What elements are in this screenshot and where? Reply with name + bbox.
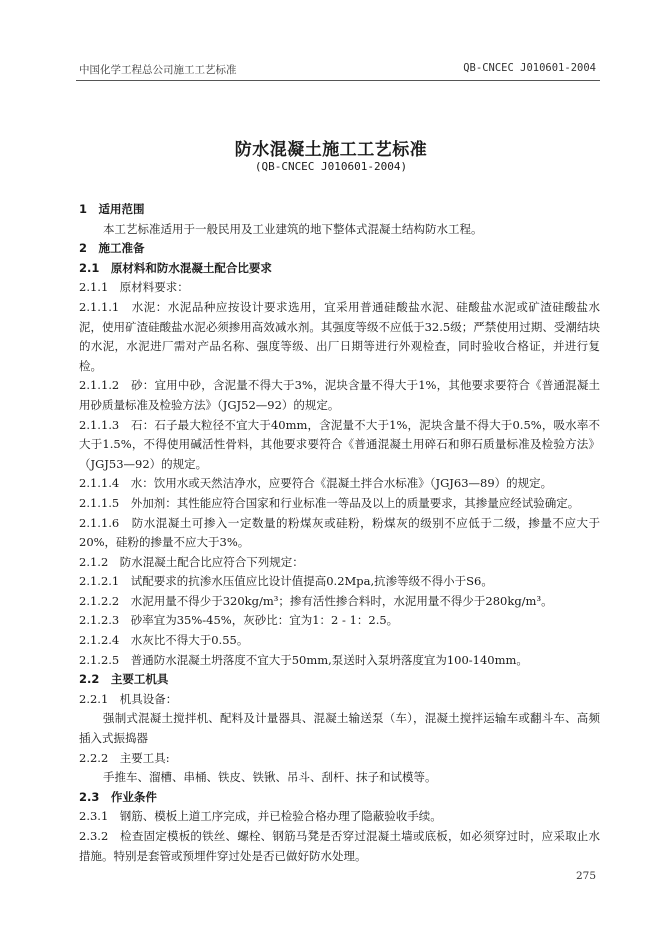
subsection-heading: 2.2 主要工机具 (79, 672, 169, 687)
document-body (79, 200, 600, 866)
clause: 2.1.1 原材料要求： (79, 280, 189, 295)
subsection-heading: 2.1 原材料和防水混凝土配合比要求 (79, 260, 272, 275)
paragraph: 手推车、溜槽、串桶、铁皮、铁锹、吊斗、刮杆、抹子和试模等。 (103, 770, 437, 785)
paragraph: 本工艺标准适用于一般民用及工业建筑的地下整体式混凝土结构防水工程。 (103, 221, 483, 236)
clause: 2.1.2.2 水泥用量不得少于320kg/m³；掺有活性掺合料时，水泥用量不得少于280kg/m³。 (79, 593, 553, 608)
clause: 2.1.2 防水混凝土配合比应符合下列规定： (79, 554, 304, 569)
document-title: 防水混凝土施工工艺标准 (234, 140, 428, 160)
section-heading: 2 施工准备 (79, 241, 145, 256)
clause: 2.1.1.2 砂：宜用中砂，含泥量不得大于3%，泥块含量不得大于1%，其他要求要符合《普通混凝土用砂质量标准及检验方法》（JGJ52—92）的规定。 (79, 378, 600, 412)
clause: 2.1.2.5 普通防水混凝土坍落度不宜大于50mm,泵送时入泵坍落度宜为100-140mm。 (79, 652, 528, 667)
clause: 2.1.2.3 砂率宜为35%-45%，灰砂比：宜为1：2 - 1：2.5。 (79, 613, 399, 628)
header-rule (76, 80, 600, 81)
clause: 2.1.1.6 防水混凝土可掺入一定数量的粉煤灰或硅粉，粉煤灰的级别不应低于二级，掺量不应大于20%，硅粉的掺量不应大于3%。 (79, 515, 600, 550)
header-right-code: QB-CNCEC J010601-2004 (463, 62, 596, 74)
section-heading: 1 适用范围 (79, 202, 145, 216)
paragraph: 强制式混凝土搅拌机、配料及计量器具、混凝土输送泵（车），混凝土搅拌运输车或翻斗车、高频插入式振捣器 (79, 711, 600, 746)
clause: 2.1.1.3 石：石子最大粒径不宜大于40mm，含泥量不大于1%，泥块含量不得大于0.5%，吸水率不大于1.5%，不得使用碱活性骨料，其他要求要符合《普通混凝土用碎石和卵石质量标准及检验方法》（JGJ53—92）的规定。 (79, 417, 600, 471)
clause: 2.3.2 检查固定模板的铁丝、螺栓、钢筋马凳是否穿过混凝土墙或底板，如必须穿过时，应采取止水措施。特别是套管或预埋件穿过处是否已做好防水处理。 (79, 829, 600, 863)
page-number: 275 (575, 870, 596, 882)
clause: 2.1.1.5 外加剂：其性能应符合国家和行业标准一等品及以上的质量要求，其掺量应经试验确定。 (79, 495, 580, 510)
clause: 2.1.2.4 水灰比不得大于0.55。 (79, 633, 249, 648)
clause: 2.1.1.4 水：饮用水或天然洁净水，应要符合《混凝土拌合水标准》（JGJ63—89）的规定。 (79, 476, 553, 491)
document-code: (QB-CNCEC J010601-2004) (254, 160, 408, 173)
clause: 2.2.1 机具设备： (79, 691, 178, 706)
clause: 2.3.1 钢筋、模板上道工序完成，并已检验合格办理了隐蔽验收手续。 (79, 809, 442, 824)
clause: 2.1.1.1 水泥：水泥品种应按设计要求选用，宜采用普通硅酸盐水泥、硅酸盐水泥或矿渣硅酸盐水泥，使用矿渣硅酸盐水泥必须掺用高效减水剂。其强度等级不应低于32.5级；严禁使用过期、受潮结块的水泥，水泥进厂需对产品名称、强度等级、出厂日期等进行外观检查，同时验收合格证，并进行复检。 (79, 299, 600, 373)
clause: 2.1.2.1 试配要求的抗渗水压值应比设计值提高0.2Mpa,抗渗等级不得小于S6。 (79, 574, 493, 589)
subsection-heading: 2.3 作业条件 (79, 789, 157, 804)
header-left-org: 中国化学工程总公司施工工艺标准 (79, 64, 237, 76)
clause: 2.2.2 主要工具: (79, 750, 170, 765)
